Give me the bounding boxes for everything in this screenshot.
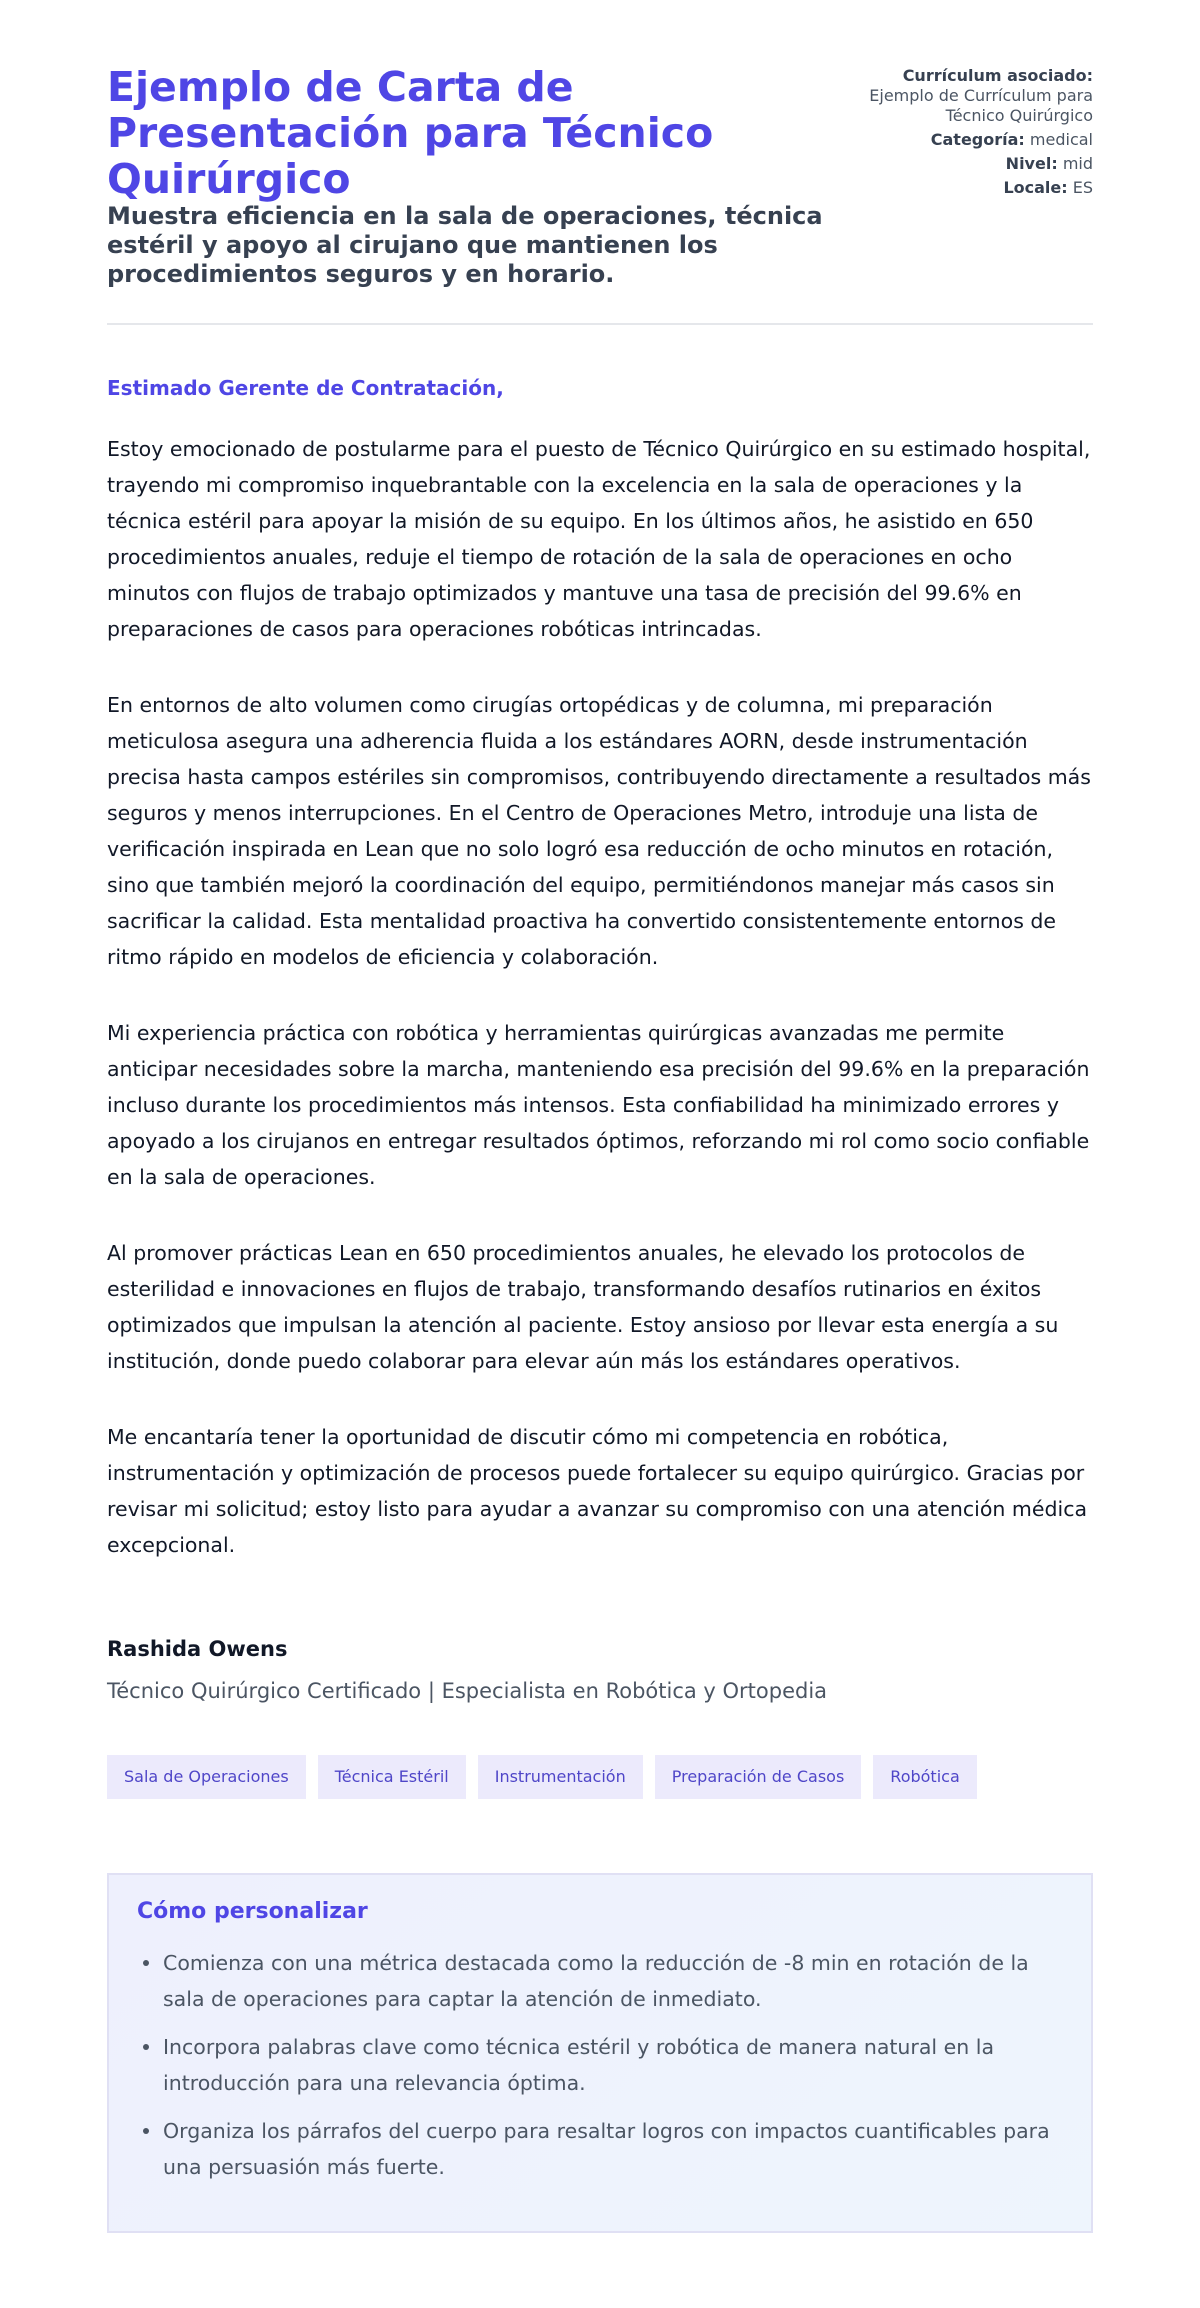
skill-tag: Robótica [873,1755,976,1799]
skill-tag: Técnica Estéril [318,1755,466,1799]
letter-paragraph: Estoy emocionado de postularme para el puesto de Técnico Quirúrgico en su estimado hospital, trayendo mi compromiso inquebrantable con la excelencia en la sala de operaciones y la técnica estéril para apoyar la misión de su equipo. En los últimos años, he asistido en 650 procedimientos anuales, reduje el tiempo de rotación de la sala de operaciones en ocho minutos con flujos de trabajo optimizados y mantuve una tasa de precisión del 99.6% en preparaciones de casos para operaciones robóticas intrincadas. [107,437,1091,641]
header-title-block [107,64,827,289]
meta-category-value: medical [1029,130,1093,149]
letter-greeting: Estimado Gerente de Contratación, [107,376,504,400]
letter-paragraph: Mi experiencia práctica con robótica y herramientas quirúrgicas avanzadas me permite anticipar necesidades sobre la marcha, manteniendo esa precisión del 99.6% en la preparación incluso durante los procedimientos más intensos. Esta confiabilidad ha minimizado errores y apoyado a los cirujanos en entregar resultados óptimos, reforzando mi rol como socio confiable en la sala de operaciones. [107,1021,1090,1189]
signature-title: Técnico Quirúrgico Certificado | Especialista en Robótica y Ortopedia [107,1679,828,1703]
tip-item: Comienza con una métrica destacada como la reducción de -8 min en rotación de la sala de operaciones para captar la atención de inmediato. [163,1945,1063,2017]
meta-resume-label: Currículum asociado: [902,66,1093,85]
tip-item: Incorpora palabras clave como técnica estéril y robótica de manera natural en la introducción para una relevancia óptima. [163,2029,1063,2101]
letter-body [107,375,1093,1563]
signature-block [107,1635,1093,1705]
page-header [107,64,1093,325]
meta-associated-resume [843,66,1093,126]
letter-paragraph: Al promover prácticas Lean en 650 procedimientos anuales, he elevado los protocolos de esterilidad e innovaciones en flujos de trabajo, transformando desafíos rutinarios en éxitos optimizados que impulsan la atención al paciente. Estoy ansioso por llevar esta energía a su institución, donde puedo colaborar para elevar aún más los estándares operativos. [107,1241,1059,1373]
meta-locale-value: ES [1072,178,1093,197]
metadata-panel [843,66,1093,202]
tips-list [137,1945,1063,2185]
skill-tag: Instrumentación [478,1755,643,1799]
skill-tag: Sala de Operaciones [107,1755,306,1799]
tips-title: Cómo personalizar [137,1899,368,1924]
meta-resume-value: Ejemplo de Currículum para Técnico Quirúrgico [869,86,1093,125]
meta-locale [843,178,1093,198]
meta-category [843,130,1093,150]
meta-category-label: Categoría: [930,130,1025,149]
letter-paragraph: En entornos de alto volumen como cirugías ortopédicas y de columna, mi preparación meticulosa asegura una adherencia fluida a los estándares AORN, desde instrumentación precisa hasta campos estériles sin compromisos, contribuyendo directamente a resultados más seguros y menos interrupciones. En el Centro de Operaciones Metro, introduje una lista de verificación inspirada en Lean que no solo logró esa reducción de ocho minutos en rotación, sino que también mejoró la coordinación del equipo, permitiéndonos manejar más casos sin sacrificar la calidad. Esta mentalidad proactiva ha convertido consistentemente entornos de ritmo rápido en modelos de eficiencia y colaboración. [107,693,1091,969]
signature-name: Rashida Owens [107,1637,288,1661]
meta-locale-label: Locale: [1003,178,1068,197]
meta-level-label: Nivel: [1005,154,1058,173]
page-title: Ejemplo de Carta de Presentación para Técnico Quirúrgico [107,63,714,203]
meta-level [843,154,1093,174]
skill-tags [107,1755,1093,1799]
skill-tag: Preparación de Casos [655,1755,862,1799]
customization-tips-box [107,1873,1093,2233]
meta-level-value: mid [1062,154,1093,173]
page-subtitle: Muestra eficiencia en la sala de operaciones, técnica estéril y apoyo al cirujano que mantienen los procedimientos seguros y en horario. [107,202,823,288]
tip-item: Organiza los párrafos del cuerpo para resaltar logros con impactos cuantificables para una persuasión más fuerte. [163,2113,1063,2185]
letter-paragraph: Me encantaría tener la oportunidad de discutir cómo mi competencia en robótica, instrumentación y optimización de procesos puede fortalecer su equipo quirúrgico. Gracias por revisar mi solicitud; estoy listo para ayudar a avanzar su compromiso con una atención médica excepcional. [107,1425,1088,1557]
